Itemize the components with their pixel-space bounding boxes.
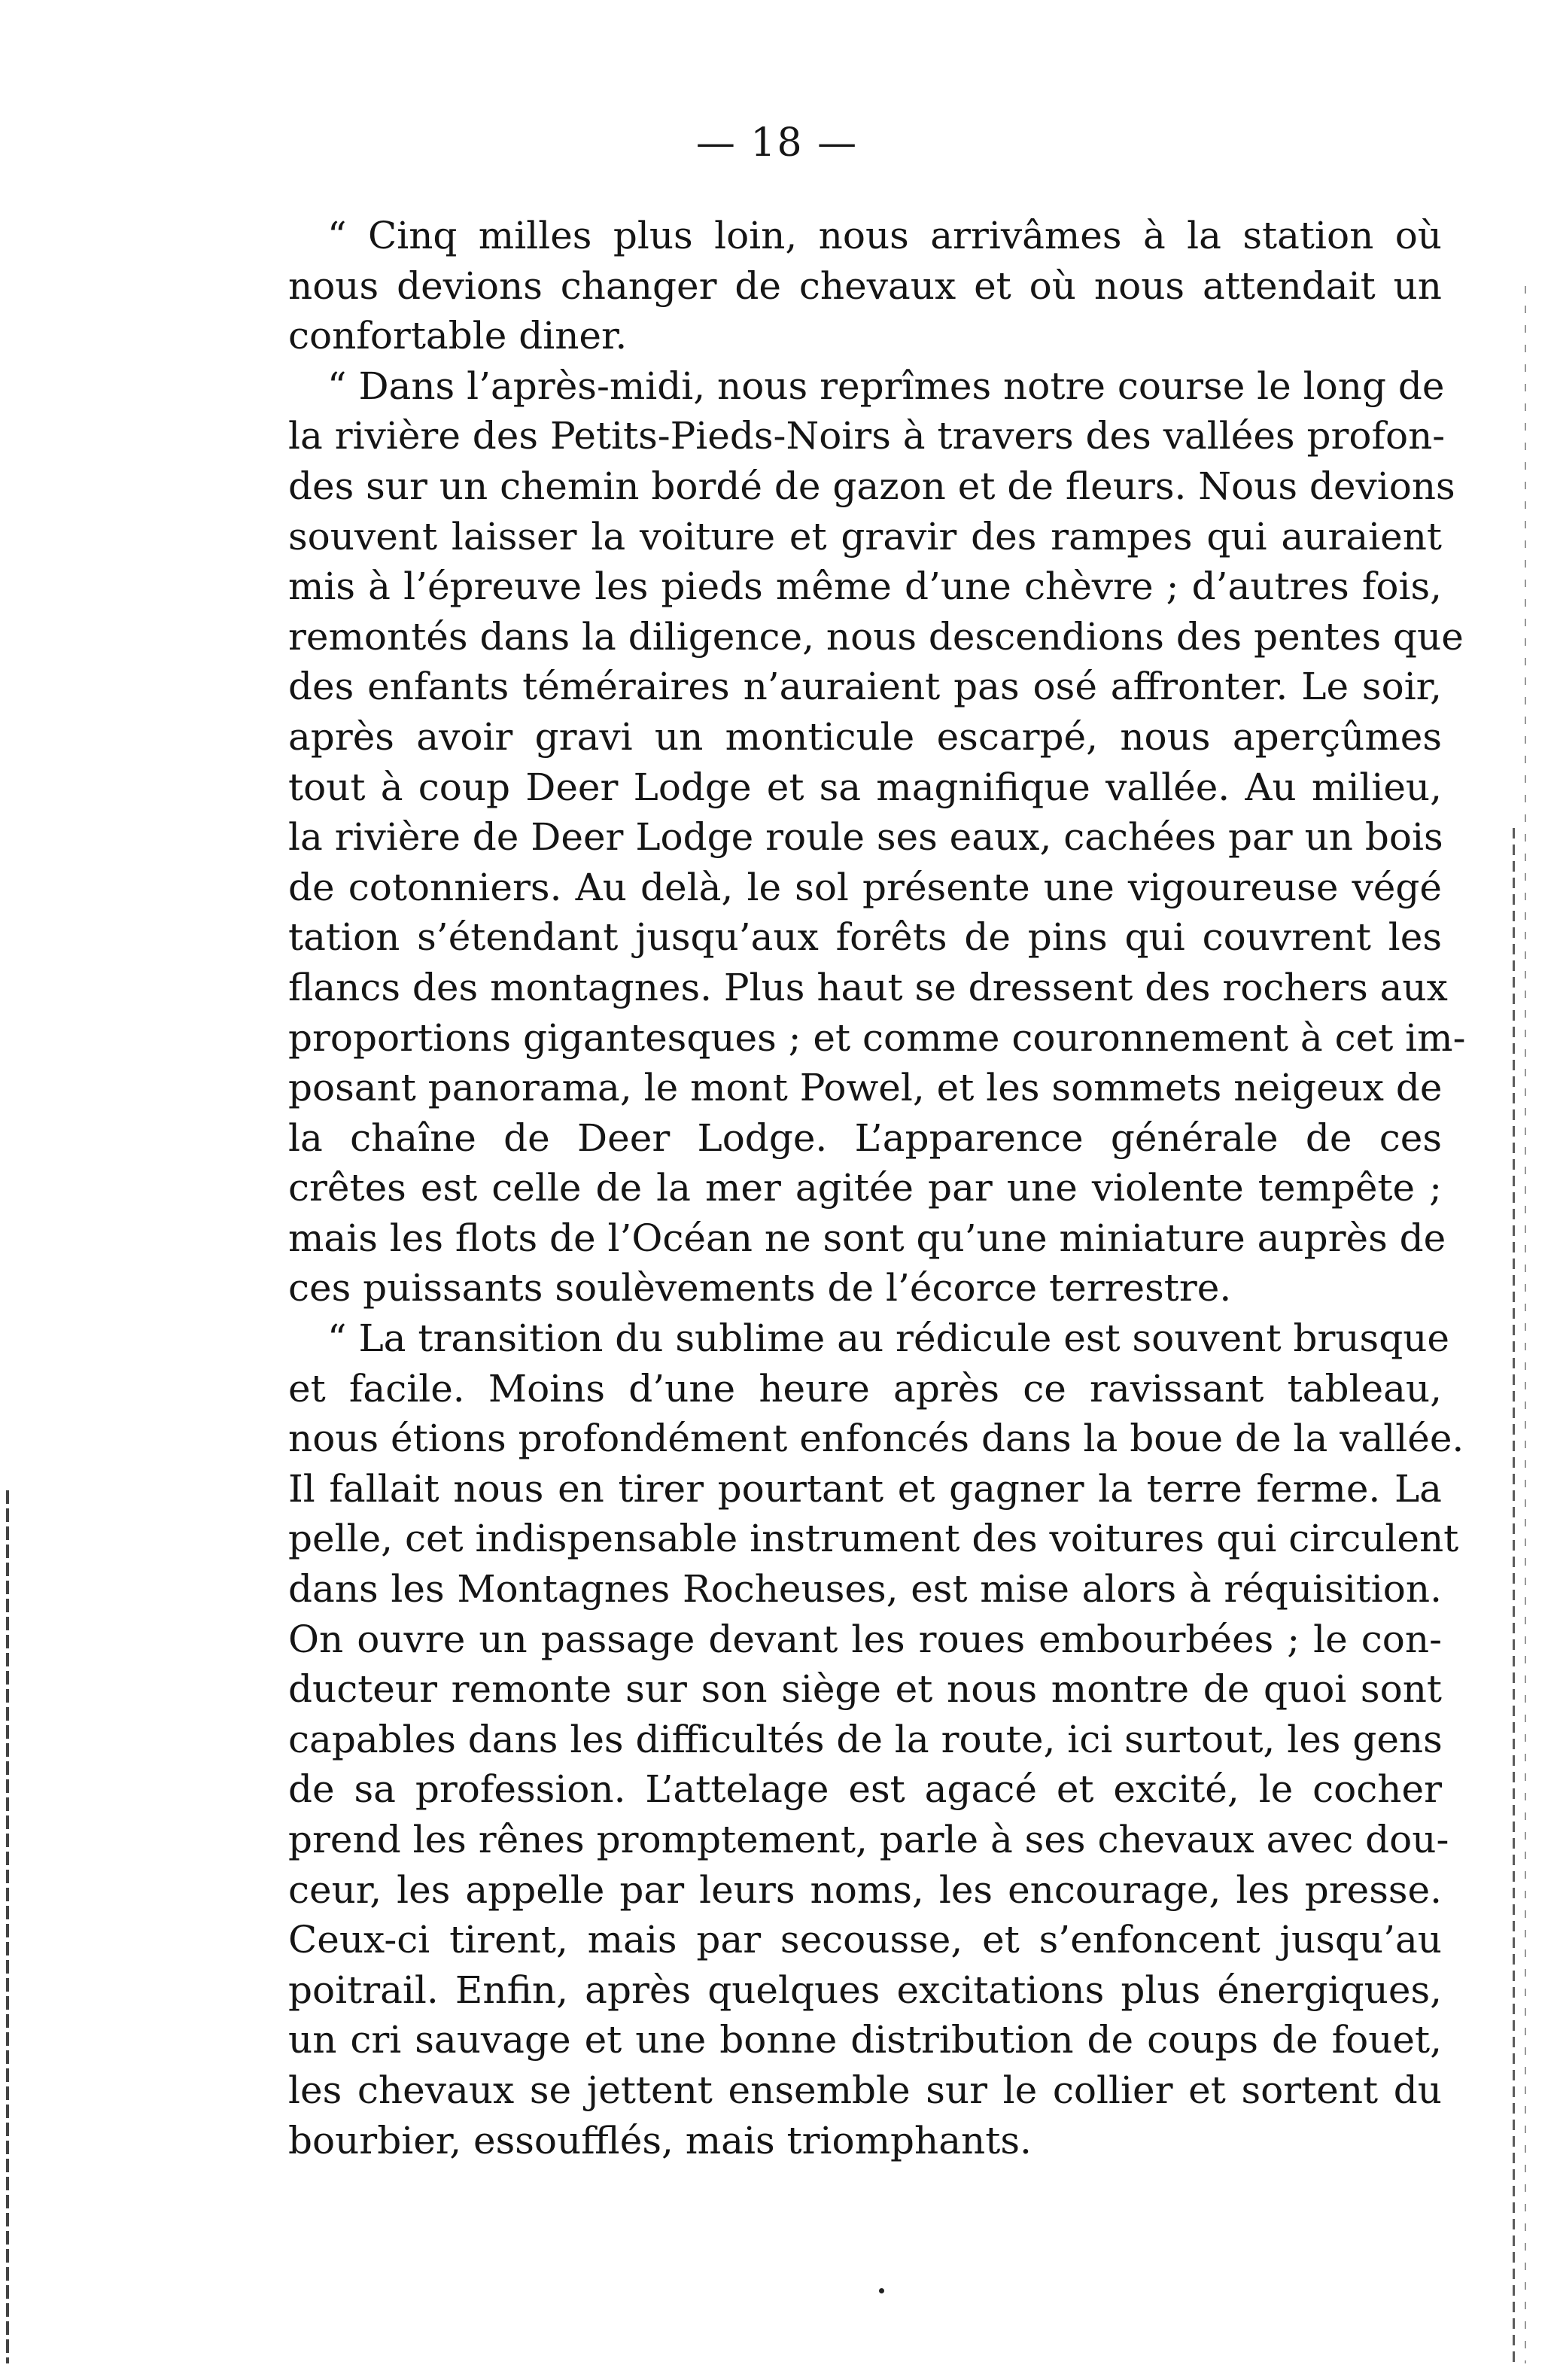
text-line: posant panorama, le mont Powel, et les sommets neigeux de [288, 1066, 1443, 1110]
text-line: flancs des montagnes. Plus haut se dressent des rochers aux [288, 965, 1448, 1009]
text-line: pelle, cet indispensable instrument des voitures qui circulent [288, 1517, 1459, 1561]
text-line: bourbier, essoufflés, mais triomphants. [288, 2118, 1032, 2162]
text-line: Ceux-ci tirent, mais par secousse, et s’enfoncent jusqu’au [288, 1918, 1442, 1962]
ink-speck [879, 2288, 884, 2293]
text-line: la chaîne de Deer Lodge. L’apparence générale de ces [288, 1115, 1442, 1160]
text-line: ceur, les appelle par leurs noms, les encourage, les presse. [288, 1867, 1442, 1912]
text-line: ces puissants soulèvements de l’écorce terrestre. [288, 1266, 1232, 1310]
scan-edge-right-inner [1525, 286, 1526, 2363]
text-line: dans les Montagnes Rocheuses, est mise alors à réquisition. [288, 1567, 1442, 1612]
text-line: et facile. Moins d’une heure après ce ravissant tableau, [288, 1366, 1442, 1411]
text-line: après avoir gravi un monticule escarpé, nous aperçûmes [288, 714, 1442, 759]
text-line: mis à l’épreuve les pieds même d’une chèvre ; d’autres fois, [288, 565, 1442, 609]
text-line: nous devions changer de chevaux et où nous attendait un [288, 263, 1442, 308]
text-line: “ La transition du sublime au rédicule est souvent brusque [327, 1316, 1450, 1361]
text-line: des sur un chemin bordé de gazon et de fleurs. Nous devions [288, 464, 1455, 508]
text-line: “ Cinq milles plus loin, nous arrivâmes à la station où [327, 214, 1442, 257]
text-line: “ Dans l’après-midi, nous reprîmes notre course le long de [327, 364, 1445, 408]
text-line: nous étions profondément enfoncés dans la boue de la vallée. [288, 1417, 1464, 1461]
text-line: poitrail. Enfin, après quelques excitations plus énergiques, [288, 1968, 1442, 2012]
text-line: Il fallait nous en tirer pourtant et gagner la terre ferme. La [288, 1466, 1442, 1511]
text-line: tation s’étendant jusqu’aux forêts de pins qui couvrent les [288, 915, 1442, 960]
text-line: des enfants téméraires n’auraient pas osé affronter. Le soir, [288, 665, 1442, 709]
text-line: proportions gigantesques ; et comme couronnement à cet im- [288, 1015, 1466, 1060]
text-line: de sa profession. L’attelage est agacé et excité, le cocher [288, 1767, 1442, 1812]
text-line: les chevaux se jettent ensemble sur le collier et sortent du [288, 2068, 1442, 2112]
text-line: capables dans les difficultés de la route, ici surtout, les gens [288, 1717, 1443, 1761]
text-line: prend les rênes promptement, parle à ses chevaux avec dou- [288, 1818, 1449, 1861]
text-line: ducteur remonte sur son siège et nous montre de quoi sont [288, 1667, 1442, 1712]
text-line: la rivière des Petits-Pieds-Noirs à travers des vallées profon- [288, 414, 1446, 458]
text-line: de cotonniers. Au delà, le sol présente une vigoureuse végé [288, 865, 1442, 909]
text-line: mais les flots de l’Océan ne sont qu’une miniature auprès de [288, 1216, 1446, 1260]
text-line: On ouvre un passage devant les roues embourbées ; le con- [288, 1617, 1442, 1661]
body-text [288, 211, 1466, 2165]
text-line: un cri sauvage et une bonne distribution de coups de fouet, [288, 2018, 1442, 2062]
text-line: crêtes est celle de la mer agitée par une violente tempête ; [288, 1166, 1442, 1210]
text-line: remontés dans la diligence, nous descendions des pentes que [288, 614, 1464, 659]
text-line: confortable diner. [288, 314, 628, 358]
page-number: — 18 — [695, 120, 859, 166]
scan-edge-left [6, 1490, 9, 2363]
scan-edge-right [1513, 828, 1515, 2363]
text-line: tout à coup Deer Lodge et sa magnifique vallée. Au milieu, [288, 765, 1442, 809]
text-line: souvent laisser la voiture et gravir des rampes qui auraient [288, 514, 1442, 558]
text-line: la rivière de Deer Lodge roule ses eaux, cachées par un bois [288, 815, 1443, 860]
